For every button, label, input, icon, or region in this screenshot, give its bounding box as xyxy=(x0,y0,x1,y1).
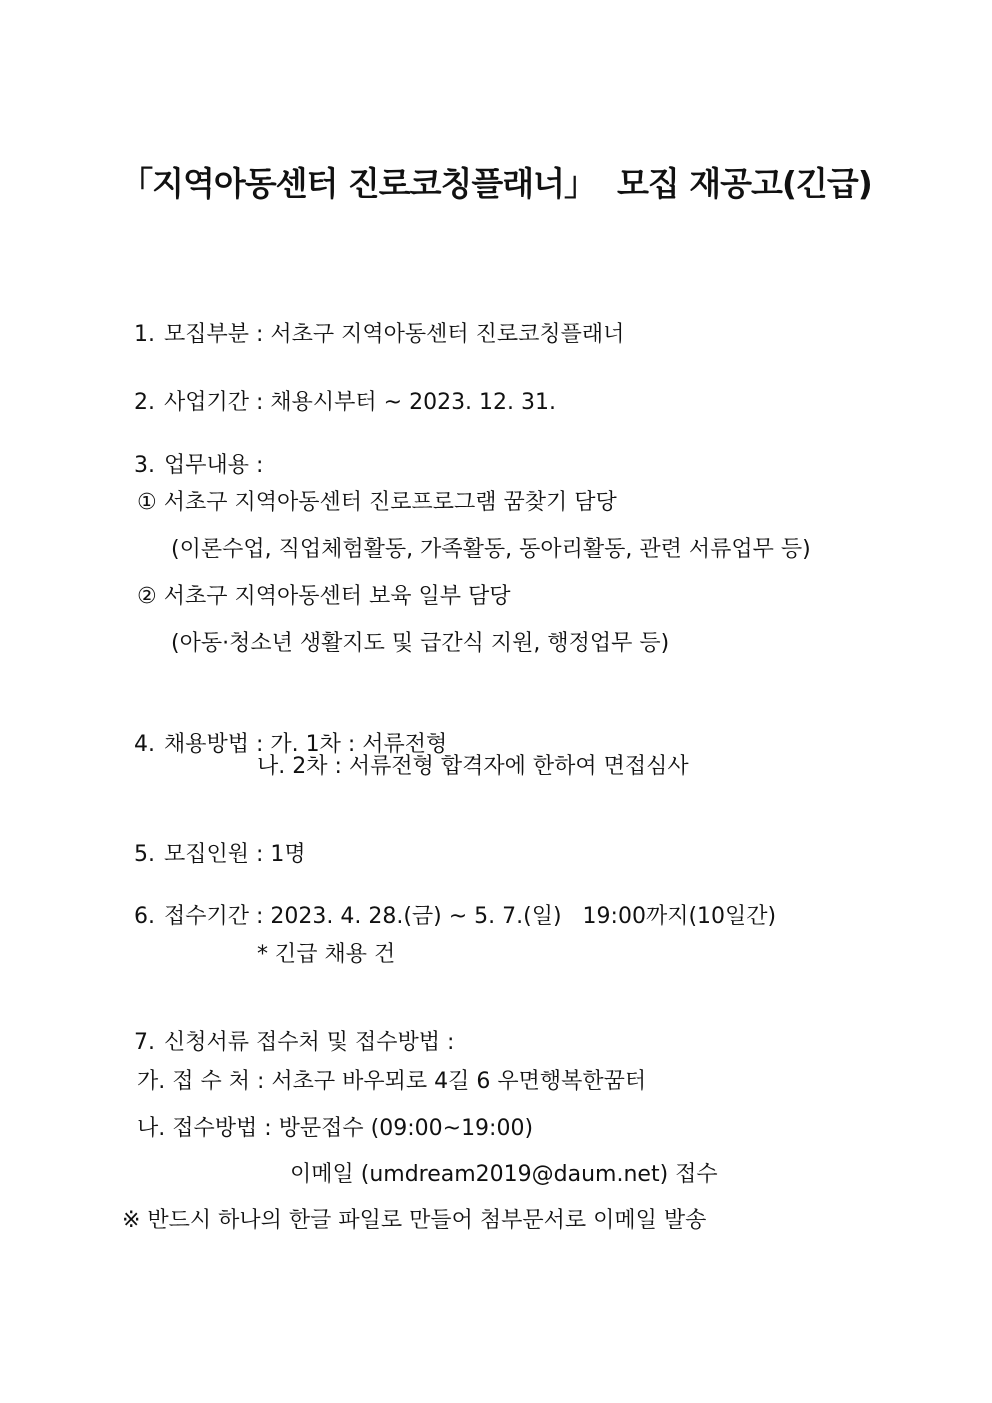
item-text: 모집인원 : 1명 xyxy=(163,842,306,867)
item-number: 4. xyxy=(133,732,155,757)
item-number: 5. xyxy=(133,842,155,867)
item-text: 신청서류 접수처 및 접수방법 : xyxy=(163,1030,455,1055)
duty-2-detail: (아동·청소년 생활지도 및 급간식 지원, 행정업무 등) xyxy=(171,631,670,656)
duty-1-detail: (이론수업, 직업체험활동, 가족활동, 동아리활동, 관련 서류업무 등) xyxy=(171,537,811,562)
item-text: 접수기간 : 2023. 4. 28.(금) ~ 5. 7.(일) 19:00까지(10일간) xyxy=(163,904,777,929)
duty-1: ① 서초구 지역아동센터 진로프로그램 꿈찾기 담당 xyxy=(137,490,617,515)
application-method: 나. 접수방법 : 방문접수 (09:00~19:00) xyxy=(137,1116,534,1141)
item-text: 업무내용 : xyxy=(163,453,264,478)
item-number: 3. xyxy=(133,453,155,478)
application-email: 이메일 (umdream2019@daum.net) 접수 xyxy=(290,1162,718,1187)
duty-2: ② 서초구 지역아동센터 보육 일부 담당 xyxy=(137,584,511,609)
item-text: 사업기간 : 채용시부터 ~ 2023. 12. 31. xyxy=(163,390,557,415)
application-note: ※ 반드시 하나의 한글 파일로 만들어 첨부문서로 이메일 발송 xyxy=(122,1208,707,1233)
item-number: 2. xyxy=(133,390,155,415)
application-place: 가. 접 수 처 : 서초구 바우뫼로 4길 6 우면행복한꿈터 xyxy=(137,1069,647,1094)
item-number: 1. xyxy=(133,322,155,347)
item-text: 채용방법 : 가. 1차 : 서류전형 xyxy=(163,732,448,757)
item-number: 7. xyxy=(133,1030,155,1055)
page-title: 「지역아동센터 진로코칭플래너」 모집 재공고(긴급) xyxy=(120,164,872,203)
hiring-second-stage: 나. 2차 : 서류전형 합격자에 한하여 면접심사 xyxy=(257,754,689,779)
item-text: 모집부분 : 서초구 지역아동센터 진로코칭플래너 xyxy=(163,322,625,347)
item-application-period xyxy=(106,874,776,955)
period-note: * 긴급 채용 건 xyxy=(257,942,396,967)
item-number: 6. xyxy=(133,904,155,929)
